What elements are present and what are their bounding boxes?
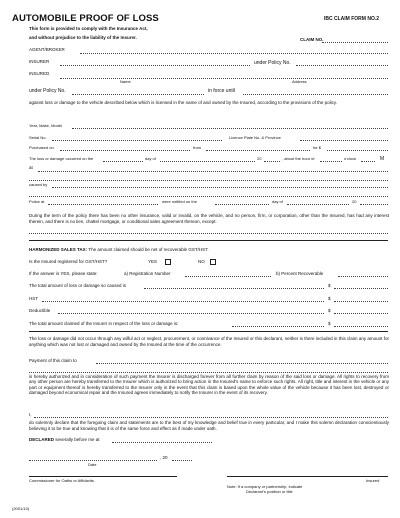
purchased-on-label: Purchased on xyxy=(29,145,54,150)
no-wilful-act-text: The loss or damage did not occur through any wilful act or neglect, procurement, or connivance of the Insured or this declarant, neither is there included in this claim any amount for anything which was not lost or damaged and owned by the Insured at the time of the occurrence. xyxy=(29,336,389,347)
agent-broker-label: AGENT/BROKER xyxy=(29,47,65,52)
police-day-field[interactable] xyxy=(215,204,269,205)
address-caption: Address xyxy=(292,79,307,84)
serial-no-label: Serial No. xyxy=(29,135,47,140)
oclock-label: o'clock xyxy=(344,156,357,161)
declarant-name-field[interactable] xyxy=(34,417,388,418)
under-policy-label-1: under Policy No. xyxy=(254,60,291,66)
for-dollar-label: for $ xyxy=(313,145,322,150)
declared-rest: severally before me at xyxy=(55,437,100,442)
declared-bold: DECLARED xyxy=(29,437,55,442)
serial-no-field[interactable] xyxy=(52,140,222,141)
loss-day-field[interactable] xyxy=(103,161,143,162)
date-caption: Date xyxy=(88,462,97,467)
commissioner-signature-line[interactable] xyxy=(29,476,177,477)
claim-number-field[interactable] xyxy=(322,42,388,43)
form-number: IBC CLAIM FORM NO.2 xyxy=(324,16,379,22)
declared-year-field[interactable] xyxy=(172,460,192,461)
in-force-until-label: in force until xyxy=(208,88,235,94)
loss-intro-text: against loss or damage to the vehicle described below which is licensed in the name of and owned by the Insured, according to the provisions of the policy. xyxy=(29,100,338,105)
caused-by-label: caused by xyxy=(29,182,48,187)
about-hour-label: , about the hour of xyxy=(282,156,315,161)
note-line-1: Note: If a company or partnership, indicate xyxy=(227,484,303,489)
other-interest-text: During the term of the policy there has been no other insurance, valid or invalid, on the vehicle, and no person, firm, or corporation, other than the Insured, has had any interest therein, and there is no lien, chattel mortgage, or conditional sales agreement thereon, except: xyxy=(29,213,389,224)
total-loss-label: The total amount of loss or damage so caused is xyxy=(29,283,127,288)
hst-label: HST xyxy=(29,296,38,301)
insured-caption: Insured xyxy=(366,478,380,483)
hst-heading-rest: The amount claimed should be net of recoverable GST/HST. xyxy=(88,247,209,252)
declared-date-field[interactable] xyxy=(29,460,157,461)
total-claimed-leader xyxy=(232,326,324,327)
insurer-policy-field[interactable] xyxy=(296,65,388,66)
am-pm-field[interactable] xyxy=(361,161,375,162)
caused-by-field[interactable] xyxy=(52,187,388,188)
insured-signature-line[interactable] xyxy=(227,476,388,477)
claim-number-label: CLAIM NO. xyxy=(300,37,324,42)
note-line-2: Declarant's position or title xyxy=(246,489,293,494)
section-divider-1 xyxy=(29,240,388,241)
exceptions-field[interactable] xyxy=(29,233,388,234)
m-label: M xyxy=(380,156,385,162)
agent-broker-field[interactable] xyxy=(80,53,388,54)
licence-plate-label: Licence Plate No. & Province xyxy=(229,135,281,140)
form-title: AUTOMOBILE PROOF OF LOSS xyxy=(12,13,159,24)
insured-label: INSURED xyxy=(29,71,50,76)
section-divider-2 xyxy=(29,331,388,332)
total-loss-amount-field[interactable] xyxy=(334,288,388,289)
i-label: I, xyxy=(29,412,32,417)
yes-label: YES xyxy=(148,259,158,264)
solemn-declaration-text: do solemnly declare that the foregoing claim and statements are to the best of my knowledge and belief true in every particular, and I make this solemn declaration conscientiously believing it to be true and knowing that it is of the same force and effect as if made under oath. xyxy=(29,420,389,431)
total-loss-dollar: $ xyxy=(328,283,331,288)
year-make-model-field[interactable] xyxy=(72,128,388,129)
police-year-field[interactable] xyxy=(360,204,388,205)
insured-field[interactable] xyxy=(60,78,388,79)
police-year-20-label: 20 xyxy=(352,199,357,204)
declared-at-field[interactable] xyxy=(112,442,212,443)
no-label: NO xyxy=(198,259,205,264)
no-checkbox[interactable] xyxy=(210,259,216,265)
deductible-dollar: $ xyxy=(328,308,331,313)
police-at-label: Police at xyxy=(29,199,45,204)
police-location-field[interactable] xyxy=(48,204,158,205)
purchased-from-field[interactable] xyxy=(206,150,310,151)
loss-year-field[interactable] xyxy=(264,161,280,162)
total-loss-leader xyxy=(144,288,324,289)
payment-to-field-2[interactable] xyxy=(29,372,388,373)
police-month-field[interactable] xyxy=(287,204,349,205)
name-caption: Name xyxy=(120,79,131,84)
subtitle-line-2: and without prejudice to the liability of the Insurer. xyxy=(29,35,137,40)
loss-occurred-label: The loss or damage occurred on the xyxy=(29,156,94,161)
total-claimed-dollar: $ xyxy=(328,321,331,326)
registration-number-field[interactable] xyxy=(185,276,271,277)
if-yes-label: If the answer is YES, please state: xyxy=(29,271,98,276)
payment-to-field[interactable] xyxy=(96,363,388,364)
deductible-label: Deductible xyxy=(29,308,51,313)
hst-leader xyxy=(42,301,324,302)
purchased-on-field[interactable] xyxy=(60,150,190,151)
day-of-label: day of xyxy=(145,156,156,161)
loss-hour-field[interactable] xyxy=(320,161,342,162)
hst-heading-bold: HARMONIZED SALES TAX: xyxy=(29,247,88,252)
commissioner-caption: Commissioner for Oaths or Affidavits xyxy=(29,478,94,483)
caused-by-field-2[interactable] xyxy=(29,196,388,197)
hst-amount-field[interactable] xyxy=(334,301,388,302)
insurer-label: INSURER xyxy=(29,59,50,64)
total-claimed-amount-field[interactable] xyxy=(334,326,388,327)
insurer-field[interactable] xyxy=(60,65,250,66)
declared-label xyxy=(29,437,100,443)
under-policy-label-2: under Policy No. xyxy=(29,88,66,94)
registration-number-label: a) Registration Number xyxy=(124,271,171,276)
licence-plate-field[interactable] xyxy=(300,140,388,141)
hst-dollar: $ xyxy=(328,296,331,301)
year-make-model-label: Year, Make, Model xyxy=(29,123,62,128)
year-20-label: 20 xyxy=(257,156,262,161)
deductible-leader xyxy=(58,313,324,314)
percent-recoverable-label: b) Percent Recoverable xyxy=(276,271,324,276)
registered-question: Is the Insured registered for GST/HST? xyxy=(29,259,108,264)
purchase-price-field[interactable] xyxy=(327,150,388,151)
at-label: at xyxy=(29,165,33,170)
hst-heading xyxy=(29,247,209,253)
insured-policy-field[interactable] xyxy=(72,94,204,95)
payment-to-label: Payment of this claim to xyxy=(29,358,77,363)
deductible-amount-field[interactable] xyxy=(334,313,388,314)
loss-month-field[interactable] xyxy=(160,161,255,162)
from-label: from xyxy=(193,145,201,150)
police-day-of-label: day of xyxy=(272,199,283,204)
date-20-label: , 20 xyxy=(160,455,168,460)
yes-checkbox[interactable] xyxy=(165,259,171,265)
authorization-text: is hereby authorized and in consideration of such payment the Insurer is discharged forever from all further claim by reason of the said loss or damage. All rights to recovery from any other person are hereby transferred to the Insurer which is authorized to bring action in the Insured's name to enforce such rights. All right, title and interest in the vehicle or any part or equipment thereof is hereby transferred to the Insurer only in the event that this claim is based upon the whole value of the vehicle because it has been lost, destroyed or damaged beyond economical repair and the Insured agrees immediately to notify the Insurer in the event of its recovery. xyxy=(29,374,389,395)
percent-recoverable-field[interactable] xyxy=(338,276,388,277)
form-revision-code: (2001/10) xyxy=(12,506,30,511)
loss-location-field[interactable] xyxy=(38,171,388,172)
in-force-until-field[interactable] xyxy=(243,94,388,95)
subtitle-line-1: This form is provided to comply with the Insurance Act, xyxy=(29,26,148,31)
loss-location-field-2[interactable] xyxy=(29,180,388,181)
total-claimed-label: The total amount claimed of the Insurer in respect of the loss or damage is: xyxy=(29,321,179,326)
were-notified-label: were notified on the xyxy=(162,199,197,204)
